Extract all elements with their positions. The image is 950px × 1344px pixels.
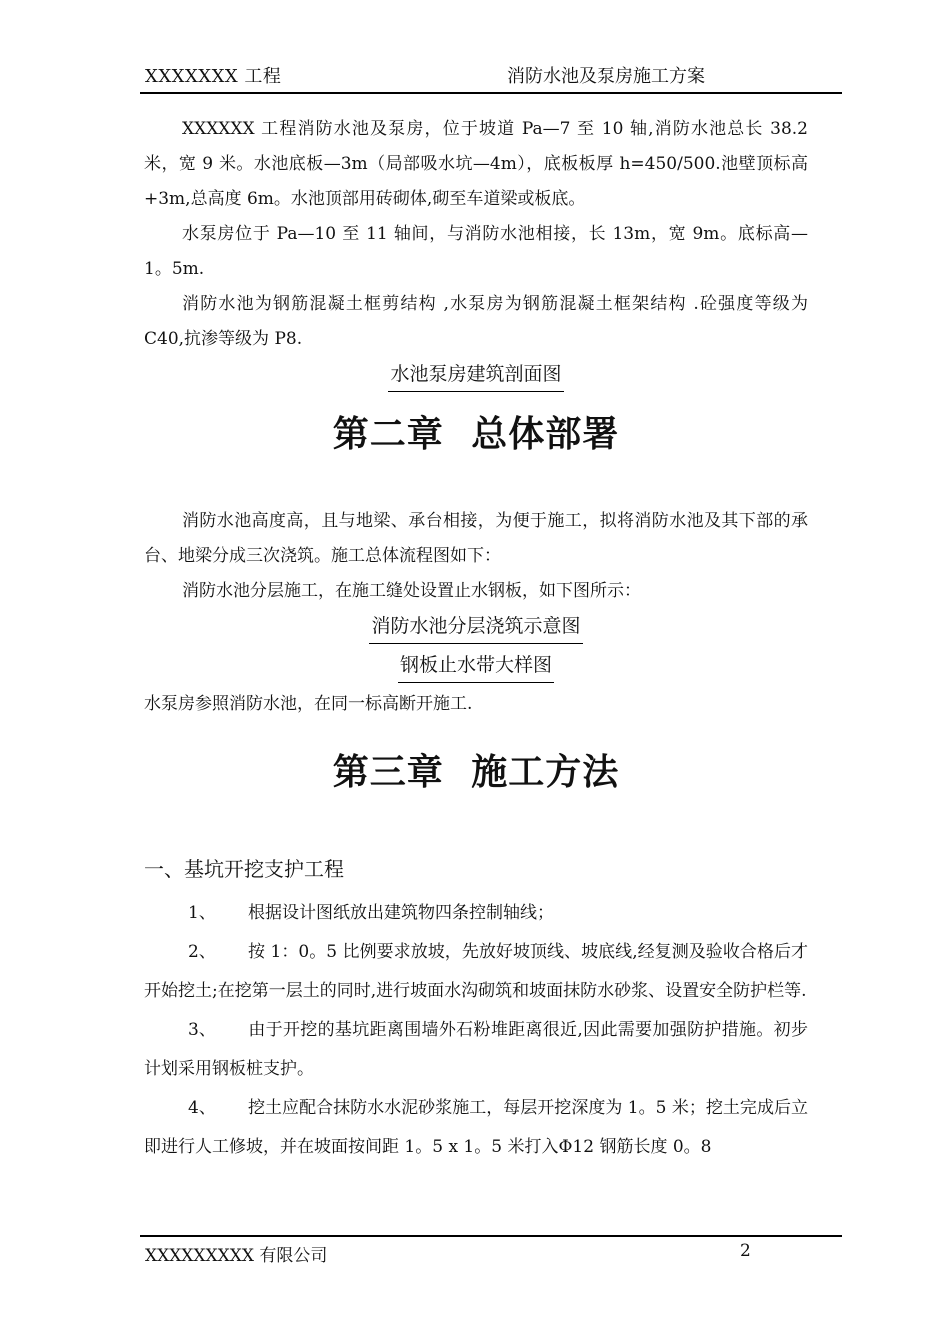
figure-caption-wrap bbox=[144, 359, 808, 392]
list-item-number: 2、 bbox=[188, 942, 216, 962]
footer-company-name: XXXXXXXXX 有限公司 bbox=[145, 1246, 328, 1266]
footer-divider bbox=[140, 1235, 842, 1237]
chapter-3-title: 第三章 施工方法 bbox=[332, 751, 620, 793]
list-item bbox=[144, 1011, 808, 1089]
header-document-title: 消防水池及泵房施工方案 bbox=[507, 66, 705, 87]
chapter-2-paragraph-1: 消防水池高度高，且与地梁、承台相接，为便于施工，拟将消防水池及其下部的承台、地梁分成三次浇筑。施工总体流程图如下： bbox=[144, 511, 808, 566]
chapter-2-paragraph-3: 水泵房参照消防水池，在同一标高断开施工. bbox=[144, 694, 473, 714]
chapter-2-paragraph-2: 消防水池分层施工，在施工缝处设置止水钢板，如下图所示： bbox=[182, 581, 641, 601]
chapter-2-title: 第二章 总体部署 bbox=[332, 413, 620, 455]
figure-caption-section-view: 水池泵房建筑剖面图 bbox=[388, 359, 563, 392]
figure-caption-wrap bbox=[144, 650, 808, 683]
list-item-number: 4、 bbox=[188, 1098, 216, 1118]
intro-paragraph-2: 水泵房位于 Pa—10 至 11 轴间，与消防水池相接，长 13m，宽 9m。底标高—1。5m. bbox=[144, 224, 808, 279]
list-item-number: 1、 bbox=[188, 903, 216, 923]
section-1-heading: 一、基坑开挖支护工程 bbox=[144, 857, 344, 881]
figure-caption-waterstop-detail: 钢板止水带大样图 bbox=[398, 650, 554, 683]
list-item-text: 挖土应配合抹防水水泥砂浆施工，每层开挖深度为 1。5 米；挖土完成后立即进行人工修坡，并在坡面按间距 1。5 x 1。5 米打入Φ12 钢筋长度 0。8 bbox=[144, 1098, 808, 1157]
list-item bbox=[144, 933, 808, 1011]
list-item bbox=[144, 894, 808, 933]
list-item-text: 根据设计图纸放出建筑物四条控制轴线； bbox=[248, 903, 554, 923]
page-header bbox=[145, 62, 840, 92]
list-item-text: 按 1：0。5 比例要求放坡，先放好坡顶线、坡底线,经复测及验收合格后才开始挖土;在挖第一层土的同时,进行坡面水沟砌筑和坡面抹防水砂浆、设置安全防护栏等. bbox=[144, 942, 808, 1001]
list-item-text: 由于开挖的基坑距离围墙外石粉堆距离很近,因此需要加强防护措施。初步计划采用钢板桩支护。 bbox=[144, 1020, 808, 1079]
header-divider bbox=[140, 92, 842, 94]
intro-paragraph-1: XXXXXX 工程消防水池及泵房，位于坡道 Pa—7 至 10 轴,消防水池总长 38.2 米，宽 9 米。水池底板—3m（局部吸水坑—4m），底板板厚 h=450/500.池壁顶标高+3m,总高度 6m。水池顶部用砖砌体,砌至车道梁或板底。 bbox=[144, 119, 808, 209]
header-project-name: XXXXXXX 工程 bbox=[145, 66, 282, 87]
intro-paragraph-3: 消防水池为钢筋混凝土框剪结构 ,水泵房为钢筋混凝土框架结构 .砼强度等级为 C40,抗渗等级为 P8. bbox=[144, 294, 808, 349]
figure-caption-layered-pouring: 消防水池分层浇筑示意图 bbox=[369, 611, 582, 644]
figure-caption-wrap bbox=[144, 611, 808, 644]
page-number: 2 bbox=[740, 1241, 751, 1261]
list-item-number: 3、 bbox=[188, 1020, 216, 1040]
document-body bbox=[144, 112, 808, 1167]
list-item bbox=[144, 1089, 808, 1167]
